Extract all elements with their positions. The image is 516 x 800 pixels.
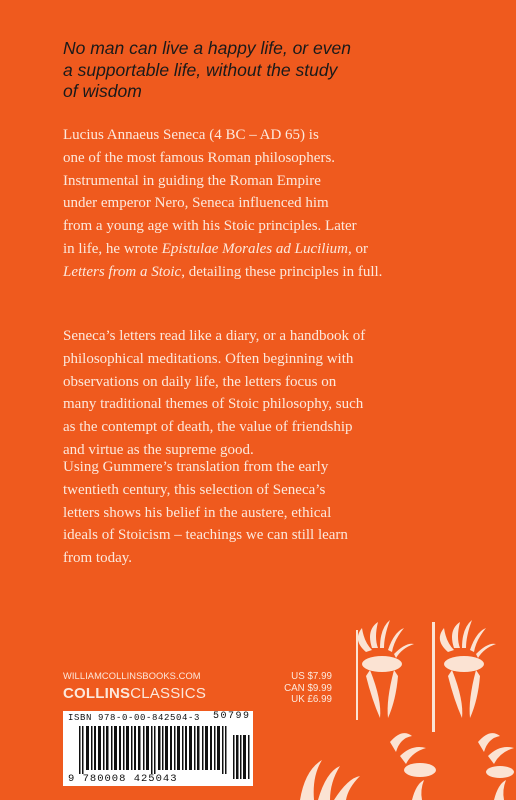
quote-line: No man can live a happy life, or even xyxy=(63,38,351,58)
price-can: CAN $9.99 xyxy=(284,682,332,694)
publisher-website: WILLIAMCOLLINSBOOKS.COM xyxy=(63,671,201,681)
text-fragment: in life, he wrote xyxy=(63,240,162,257)
book-title-latin: Epistulae Morales ad Lucilium xyxy=(161,240,348,257)
text-line: ideals of Stoicism – teachings we can still learn xyxy=(63,527,348,544)
barcode xyxy=(63,711,253,786)
text-fragment: , or xyxy=(347,240,368,257)
text-line: as the contempt of death, the value of friendship xyxy=(63,419,353,436)
text-line: from today. xyxy=(63,550,133,567)
text-line: observations on daily life, the letters focus on xyxy=(63,373,337,390)
text-line: Using Gummere’s translation from the early xyxy=(63,459,329,475)
text-line: many traditional themes of Stoic philosophy, such xyxy=(63,396,364,413)
quote-line: a supportable life, without the study xyxy=(63,59,338,80)
text-line: under emperor Nero, Seneca influenced him xyxy=(63,195,329,212)
text-line: twentieth century, this selection of Seneca’s xyxy=(63,481,326,498)
price-uk: UK £6.99 xyxy=(291,694,332,706)
text-fragment: , detailing these principles in full. xyxy=(181,263,383,280)
text-line: from a young age with his Stoic principles. Later xyxy=(63,218,357,235)
text-line: letters shows his belief in the austere, ethical xyxy=(63,504,332,521)
book-title-english: Letters from a Stoic xyxy=(63,263,182,280)
quote-line: of wisdom xyxy=(63,81,142,101)
text-line: Instrumental in guiding the Roman Empire xyxy=(63,172,321,189)
text-line: and virtue as the supreme good. xyxy=(63,441,254,458)
text-line: Lucius Annaeus Seneca (4 BC – AD 65) is xyxy=(63,127,319,143)
text-line: philosophical meditations. Often beginning with xyxy=(63,350,354,367)
logo-part-collins: COLLINS xyxy=(63,685,131,702)
logo-part-classics: CLASSICS xyxy=(130,685,207,702)
text-line: one of the most famous Roman philosophers. xyxy=(63,149,336,166)
barcode-addon-digits: 50799 xyxy=(213,711,251,722)
isbn-digits: 9 780008 425043 xyxy=(68,773,178,785)
price-us: US $7.99 xyxy=(291,671,332,682)
isbn-label: ISBN 978-0-00-842504-3 xyxy=(68,713,201,723)
text-line: Seneca’s letters read like a diary, or a handbook of xyxy=(63,328,366,344)
